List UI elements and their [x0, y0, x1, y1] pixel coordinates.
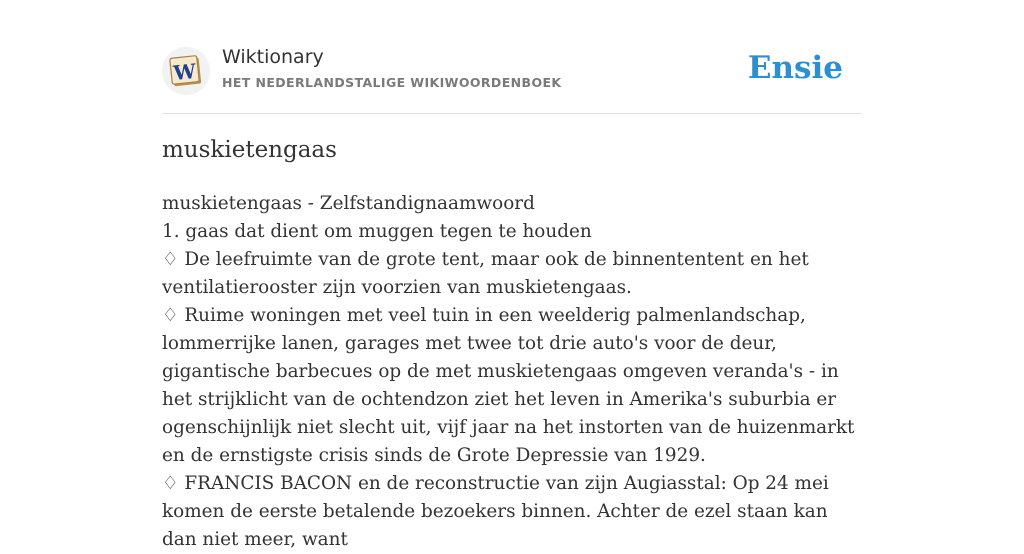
entry-content: [162, 190, 864, 554]
wiktionary-logo-icon[interactable]: [162, 47, 210, 95]
logo-letter: W: [172, 58, 198, 86]
site-subtitle: HET NEDERLANDSTALIGE WIKIWOORDENBOEK: [222, 75, 562, 90]
header-divider: [162, 113, 862, 114]
entry-title: muskietengaas: [162, 137, 337, 163]
site-title[interactable]: Wiktionary: [222, 46, 324, 68]
ensie-brand-link[interactable]: Ensie: [747, 50, 843, 86]
site-header: [162, 44, 862, 114]
definition: 1. gaas dat dient om muggen tegen te houden: [162, 221, 592, 242]
word-type-line: muskietengaas - Zelfstandignaamwoord: [162, 193, 535, 214]
example-sentence: ♢ FRANCIS BACON en de reconstructie van zijn Augiasstal: Op 24 mei komen de eerste betalende bezoekers binnen. Achter de ezel staan kan dan niet meer, want: [162, 473, 829, 550]
example-sentence: ♢ De leefruimte van de grote tent, maar ook de binnententent en het ventilatierooster zijn voorzien van muskietengaas.: [162, 249, 809, 298]
example-sentence: ♢ Ruime woningen met veel tuin in een weelderig palmenlandschap, lommerrijke lanen, garages met twee tot drie auto's voor de deur, gigantische barbecues op de met muskietengaas omgeven veranda's - in het strijklicht van de ochtendzon ziet het leven in Amerika's suburbia er ogenschijnlijk niet slecht uit, vijf jaar na het instorten van de huizenmarkt en de ernstigste crisis sinds de Grote Depressie van 1929.: [162, 305, 855, 466]
